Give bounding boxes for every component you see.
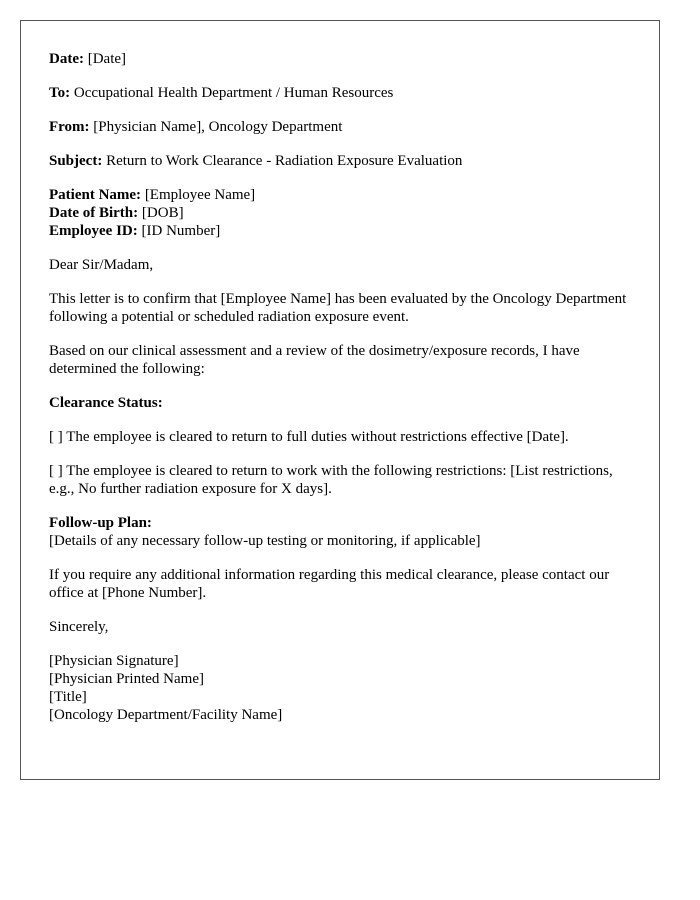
contact-paragraph: If you require any additional information regarding this medical clearance, please contact our office at [Phone Number]. [49,567,610,601]
to-label: To: [49,85,71,101]
dob-value: [DOB] [141,205,184,221]
clearance-heading [49,394,631,412]
employee-id-line [49,222,631,240]
subject-value: Return to Work Clearance - Radiation Exposure Evaluation [106,153,463,169]
subject-label: Subject: [49,153,103,169]
letter-document [20,20,660,780]
clearance-heading-text: Clearance Status: [49,395,163,411]
dob-label: Date of Birth: [49,205,139,221]
printed-name-line: [Physician Printed Name] [49,671,204,687]
from-line [49,118,631,136]
dob-line [49,204,631,222]
clearance-option-restricted: [ ] The employee is cleared to return to work with the following restrictions: [List restrictions, e.g., No further radiation exposure for X days]. [49,463,613,497]
date-line [49,50,631,68]
followup-block [49,514,631,550]
facility-line: [Oncology Department/Facility Name] [49,707,283,723]
followup-heading [49,514,631,532]
employee-id-label: Employee ID: [49,223,138,239]
from-value: [Physician Name], Oncology Department [93,119,343,135]
salutation: Dear Sir/Madam, [49,257,154,273]
date-label: Date: [49,51,84,67]
subject-line [49,152,631,170]
patient-info-block [49,186,631,240]
followup-text: [Details of any necessary follow-up testing or monitoring, if applicable] [49,533,481,549]
employee-id-value: [ID Number] [141,223,221,239]
to-value: Occupational Health Department / Human Resources [73,85,394,101]
followup-heading-text: Follow-up Plan: [49,515,152,531]
patient-name-label: Patient Name: [49,187,142,203]
signature-line: [Physician Signature] [49,653,179,669]
assessment-paragraph: Based on our clinical assessment and a review of the dosimetry/exposure records, I have determined the following: [49,343,580,377]
clearance-option-full: [ ] The employee is cleared to return to full duties without restrictions effective [Date]. [49,429,569,445]
signature-block [49,652,631,724]
patient-name-value: [Employee Name] [144,187,256,203]
patient-name-line [49,186,631,204]
closing: Sincerely, [49,619,109,635]
date-value: [Date] [87,51,127,67]
title-line: [Title] [49,689,87,705]
from-label: From: [49,119,90,135]
intro-paragraph: This letter is to confirm that [Employee Name] has been evaluated by the Oncology Department following a potential or scheduled radiation exposure event. [49,291,627,325]
to-line [49,84,631,102]
